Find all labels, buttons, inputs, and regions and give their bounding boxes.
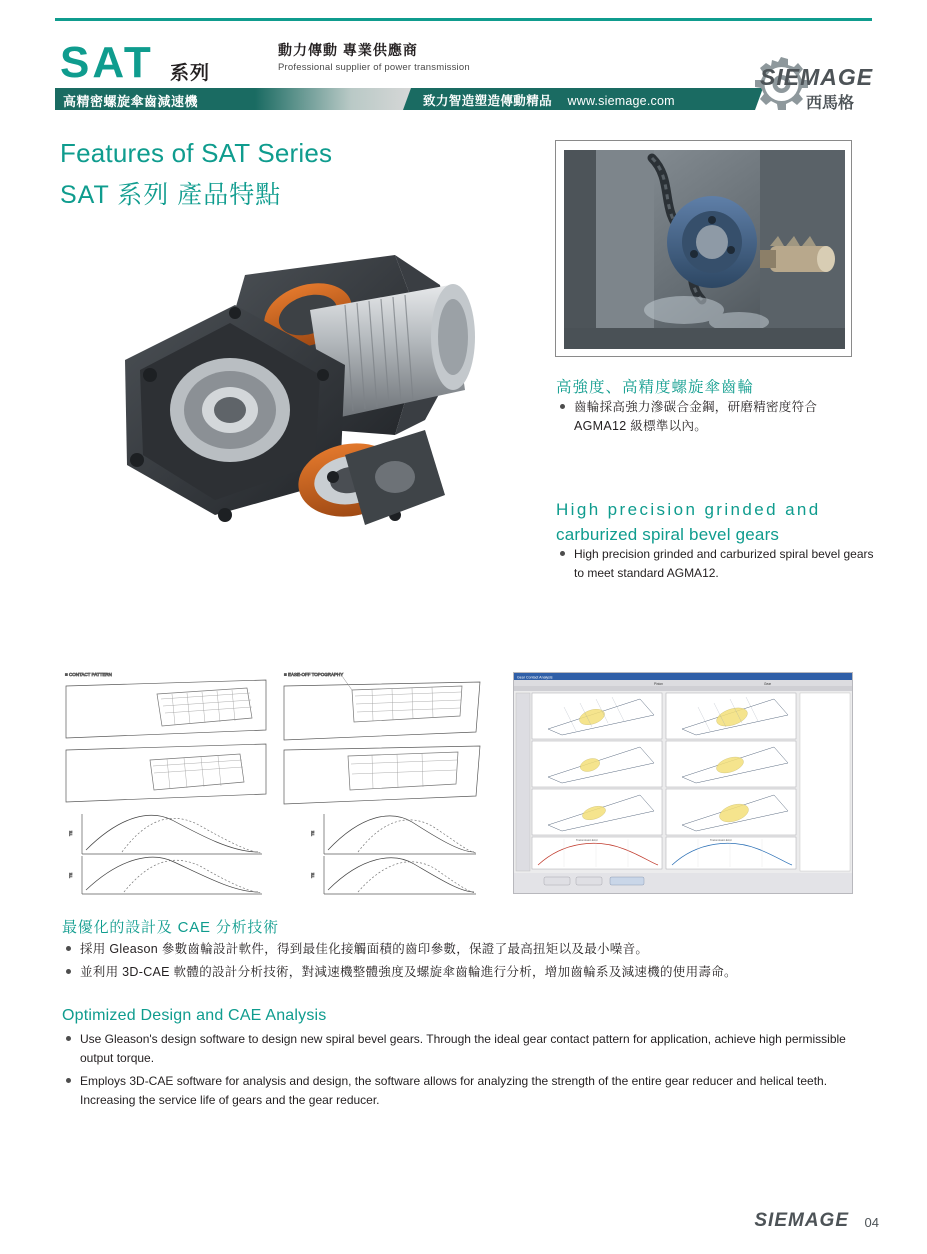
slogan-chinese: 動力傳動 專業供應商 [278,42,418,58]
gears-bullets-cn [558,398,872,440]
svg-text:■ EASE-OFF TOPOGRAPHY: ■ EASE-OFF TOPOGRAPHY [284,672,344,677]
brand-sat: SAT [60,38,154,87]
header-slogan-strip [423,91,753,109]
machining-photo [564,150,845,349]
cae-bullets-cn [64,940,854,986]
logo-wordmark: SIEMAGE [760,64,874,90]
header-website-link[interactable]: www.siemage.com [567,94,675,108]
svg-text:TE: TE [68,872,73,878]
svg-text:Transmission Error: Transmission Error [576,839,598,842]
list-item: 並利用 3D-CAE 軟體的設計分析技術，對減速機整體強度及螺旋傘齒輪進行分析，增加齒輪系及減速機的使用壽命。 [64,963,854,982]
header-green-bar-left [55,88,255,110]
header-product-label: 高精密螺旋傘齒減速機 [63,94,199,109]
header-slogan-strip-cn: 致力智造塑造傳動精品 [423,94,553,108]
page-title-cn: SAT 系列 產品特點 [60,181,282,209]
svg-text:Pinion: Pinion [654,682,663,686]
gears-bullets-en [558,545,874,587]
gears-heading-en-line1: High precision grinded and [556,500,821,519]
svg-text:Gear Contact Analysis: Gear Contact Analysis [517,675,553,680]
page-number: 04 [864,1215,879,1230]
gearbox-render-image [95,215,525,545]
slogan-english: Professional supplier of power transmission [278,62,470,73]
cae-bullets-en [64,1030,854,1114]
svg-text:TE: TE [310,830,315,836]
svg-text:■ CONTACT PATTERN: ■ CONTACT PATTERN [65,672,112,677]
page-top-rule [55,18,872,21]
cae-heading-cn: 最優化的設計及 CAE 分析技術 [62,919,279,936]
list-item: High precision grinded and carburized spiral bevel gears to meet standard AGMA12. [558,545,874,583]
list-item: Employs 3D-CAE software for analysis and design, the software allows for analyzing the strength of the entire gear reducer and helical teeth. Increasing the service life of gears and the gear reducer. [64,1072,854,1110]
footer-logo: SIEMAGE [754,1210,849,1231]
cae-contact-pattern-charts [62,668,482,898]
svg-text:TE: TE [310,872,315,878]
svg-text:Gear: Gear [764,682,772,686]
page-title-en: Features of SAT Series [60,138,333,168]
gears-heading-en [556,497,872,547]
page-header [55,30,872,112]
svg-text:Transmission Error: Transmission Error [710,839,732,842]
gears-heading-cn: 高強度、高精度螺旋傘齒輪 [556,379,755,396]
header-green-bar-gradient [255,88,415,110]
machining-photo-frame [555,140,852,357]
logo-wordmark-cn: 西馬格 [806,95,855,112]
company-logo [732,52,872,120]
header-green-bar [55,88,755,110]
brand-series-label: 系列 [170,63,211,84]
list-item: 採用 Gleason 參數齒輪設計軟件，得到最佳化接觸面積的齒印參數，保證了最高扭矩以及最小噪音。 [64,940,854,959]
gears-heading-en-line2: carburized spiral bevel gears [556,525,780,544]
cae-software-screenshot [513,672,853,894]
svg-text:TE: TE [68,830,73,836]
list-item: Use Gleason's design software to design new spiral bevel gears. Through the ideal gear contact pattern for application, achieve high permissible output torque. [64,1030,854,1068]
list-item: 齒輪採高強力滲碳合金鋼，研磨精密度符合 AGMA12 級標準以內。 [558,398,872,436]
cae-heading-en: Optimized Design and CAE Analysis [62,1007,327,1024]
